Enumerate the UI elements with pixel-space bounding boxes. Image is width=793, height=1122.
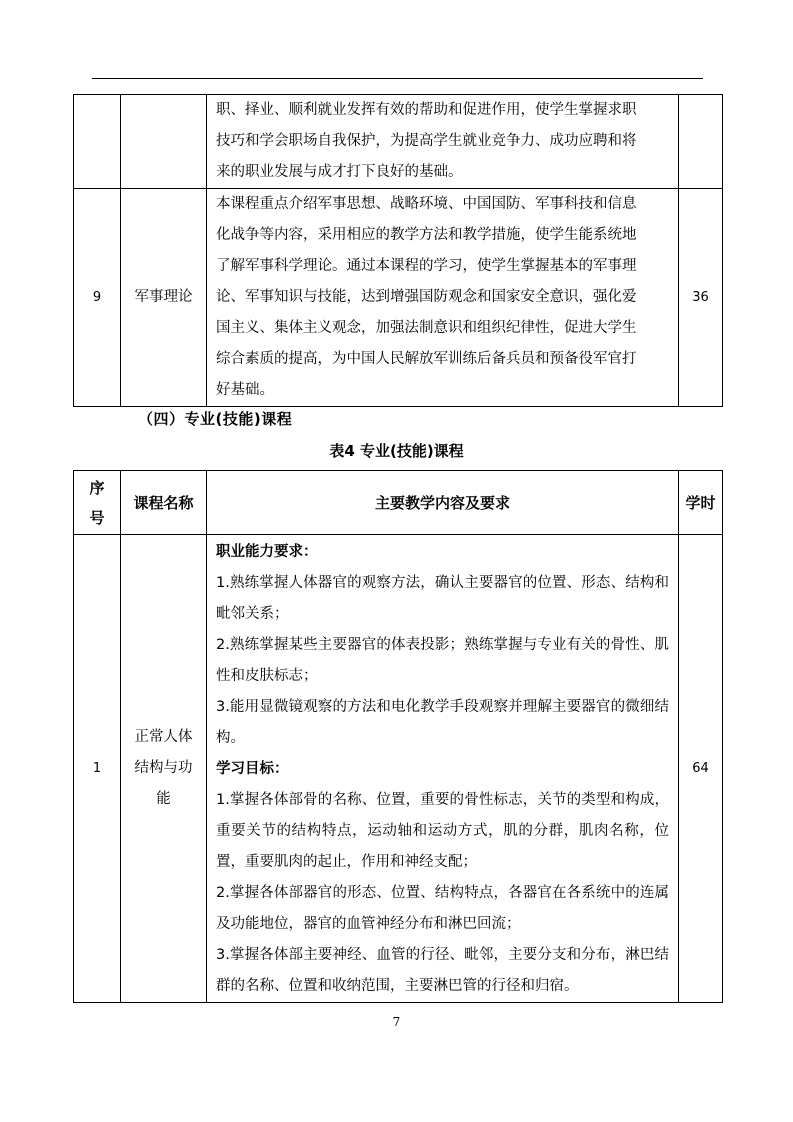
row-course-name (121, 95, 207, 189)
header-hours: 学时 (679, 471, 723, 535)
header-course-name: 课程名称 (121, 471, 207, 535)
content-line: 本课程重点介绍军事思想、战略环境、中国国防、军事科技和信息 (216, 196, 637, 212)
row-hours (679, 95, 723, 189)
header-index (74, 471, 121, 535)
page-number: 7 (392, 1015, 401, 1029)
row-hours: 64 (679, 535, 723, 1003)
section-heading: （四）专业(技能)课程 (138, 410, 293, 428)
content-subheading: 学习目标： (216, 761, 289, 777)
table-caption: 表4 专业(技能)课程 (329, 442, 464, 460)
professional-course-table (73, 470, 723, 1003)
content-line: 好基础。 (216, 382, 274, 398)
table-header-row (74, 471, 723, 535)
row-content (207, 95, 679, 189)
course-name-text: 正常人体结构与功能 (134, 729, 193, 807)
header-index-label: 序号 (89, 478, 105, 527)
table-row (74, 535, 723, 1003)
content-item: 1.掌握各体部骨的名称、位置，重要的骨性标志，关节的类型和构成，重要关节的结构特点，运动轴和运动方式，肌的分群，肌肉名称，位置，重要肌肉的起止，作用和神经支配； (216, 792, 669, 870)
header-rule (92, 78, 703, 79)
row-index: 9 (74, 189, 121, 407)
row-index: 1 (74, 535, 121, 1003)
content-line: 化战争等内容，采用相应的教学方法和教学措施，使学生能系统地 (216, 227, 637, 243)
row-course-name: 军事理论 (121, 189, 207, 407)
row-content (207, 189, 679, 407)
content-line: 了解军事科学理论。通过本课程的学习，使学生掌握基本的军事理 (216, 258, 637, 274)
table-row (74, 95, 723, 189)
row-content (207, 535, 679, 1003)
content-item: 3.掌握各体部主要神经、血管的行径、毗邻，主要分支和分布，淋巴结群的名称、位置和收纳范围，主要淋巴管的行径和归宿。 (216, 947, 669, 994)
content-line: 来的职业发展与成才打下良好的基础。 (216, 164, 463, 180)
continued-course-table (73, 94, 723, 407)
content-line: 技巧和学会职场自我保护，为提高学生就业竞争力、成功应聘和将 (216, 133, 637, 149)
row-course-name (121, 535, 207, 1003)
header-content: 主要教学内容及要求 (207, 471, 679, 535)
table-row (74, 189, 723, 407)
content-item: 3.能用显微镜观察的方法和电化教学手段观察并理解主要器官的微细结构。 (216, 699, 669, 746)
row-hours: 36 (679, 189, 723, 407)
row-index (74, 95, 121, 189)
content-line: 国主义、集体主义观念，加强法制意识和组织纪律性，促进大学生 (216, 320, 637, 336)
content-item: 2.熟练掌握某些主要器官的体表投影；熟练掌握与专业有关的骨性、肌性和皮肤标志； (216, 637, 669, 684)
content-line: 综合素质的提高，为中国人民解放军训练后备兵员和预备役军官打 (216, 351, 637, 367)
content-item: 1.熟练掌握人体器官的观察方法，确认主要器官的位置、形态、结构和毗邻关系； (216, 575, 669, 622)
content-subheading: 职业能力要求： (216, 544, 318, 560)
content-item: 2.掌握各体部器官的形态、位置、结构特点，各器官在各系统中的连属及功能地位，器官的血管神经分布和淋巴回流； (216, 885, 669, 932)
content-line: 职、择业、顺利就业发挥有效的帮助和促进作用，使学生掌握求职 (216, 102, 637, 118)
content-line: 论、军事知识与技能，达到增强国防观念和国家安全意识，强化爱 (216, 289, 637, 305)
